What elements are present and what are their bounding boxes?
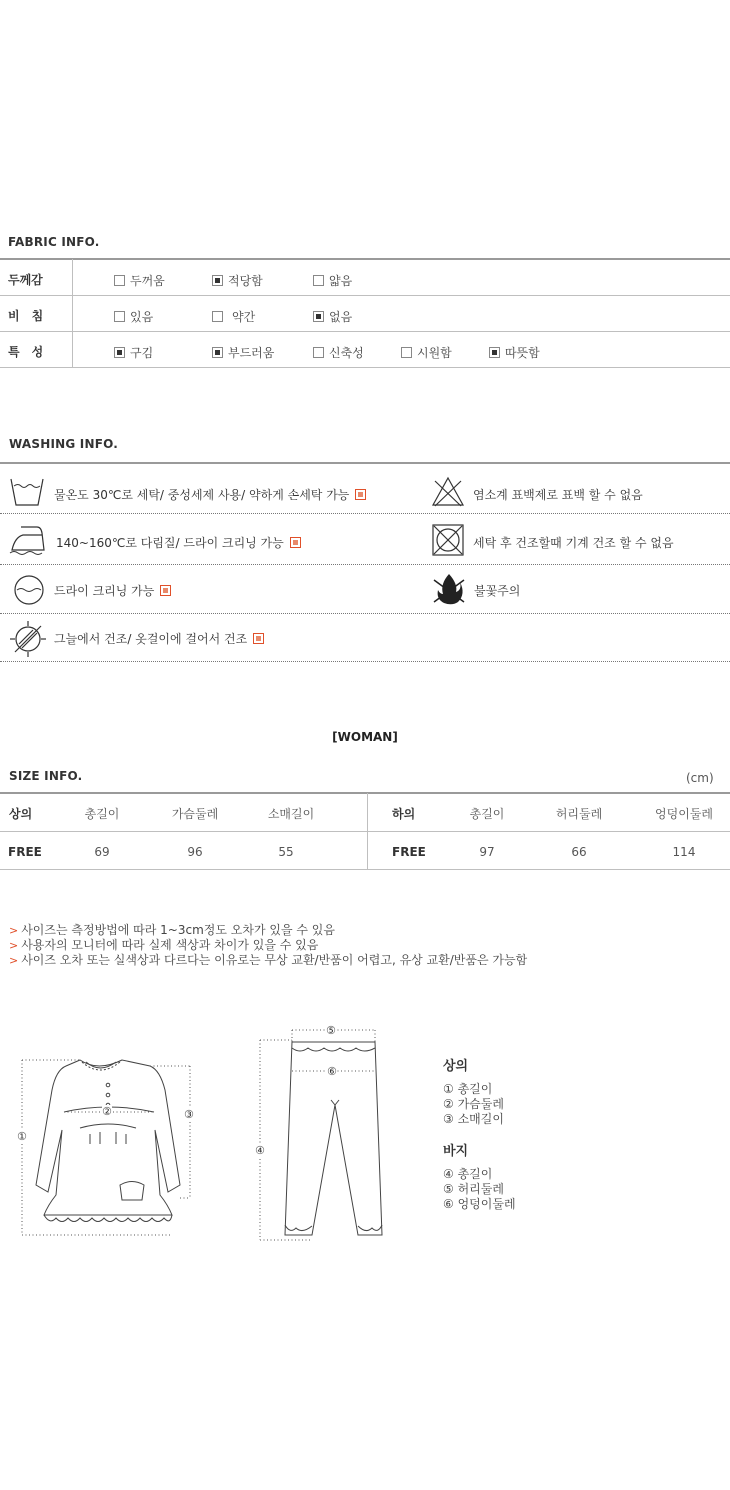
no-bleach-text: 염소계 표백제로 표백 할 수 없음 xyxy=(473,488,643,502)
dry-clean-icon xyxy=(13,574,45,606)
checkbox-checked-icon xyxy=(212,347,223,358)
transparency-label: 비 침 xyxy=(8,309,44,323)
checkbox-icon xyxy=(313,275,324,286)
legend-item: ④ 총길이 xyxy=(443,1167,493,1181)
option-warm: 따뜻함 xyxy=(489,344,540,361)
shade-dry-text: 그늘에서 건조/ 옷걸이에 걸어서 건조 xyxy=(54,630,264,647)
legend-item: ⑤ 허리둘레 xyxy=(443,1182,504,1196)
top-header-length: 총길이 xyxy=(84,807,120,821)
arrow-icon: > xyxy=(9,939,19,952)
marker-5: ⑤ xyxy=(326,1024,336,1037)
dry-clean-text: 드라이 크리닝 가능 xyxy=(54,582,171,599)
note-item: > 사이즈는 측정방법에 따라 1~3cm정도 오차가 있을 수 있음 xyxy=(9,923,335,937)
marker-3: ③ xyxy=(184,1108,194,1121)
garment-measurement-diagram xyxy=(0,1020,400,1250)
arrow-icon: > xyxy=(9,924,19,937)
fabric-info-title: FABRIC INFO. xyxy=(8,235,100,249)
top-value-sleeve: 55 xyxy=(278,845,294,859)
legend-top-title: 상의 xyxy=(443,1059,469,1074)
note-item: > 사이즈 오차 또는 실색상과 다르다는 이유로는 무상 교환/반품이 어렵고, 유상 교환/반품은 가능함 xyxy=(9,953,528,967)
thickness-label: 두께감 xyxy=(8,273,43,287)
checkbox-checked-icon xyxy=(212,275,223,286)
marker-1: ① xyxy=(17,1130,27,1143)
option-cool: 시원함 xyxy=(401,344,452,361)
shade-dry-icon xyxy=(9,620,47,658)
option-medium: 적당함 xyxy=(212,272,263,289)
arrow-icon: > xyxy=(9,954,19,967)
top-value-length: 69 xyxy=(94,845,110,859)
no-bleach-icon xyxy=(431,476,465,508)
wash-tub-30-icon xyxy=(9,474,45,508)
marked-icon xyxy=(355,489,366,500)
no-tumble-dry-text: 세탁 후 건조할때 기계 건조 할 수 없음 xyxy=(473,536,674,550)
marked-icon xyxy=(160,585,171,596)
checkbox-icon xyxy=(114,311,125,322)
legend-item: ③ 소매길이 xyxy=(443,1112,504,1126)
legend-item: ① 총길이 xyxy=(443,1082,493,1096)
bottom-size-free: FREE xyxy=(392,845,426,859)
bottom-value-waist: 66 xyxy=(571,845,587,859)
checkbox-checked-icon xyxy=(489,347,500,358)
marker-4: ④ xyxy=(255,1144,265,1157)
bottom-header-waist: 허리둘레 xyxy=(555,807,603,821)
top-header-chest: 가슴둘레 xyxy=(171,807,219,821)
option-seethrough-yes: 있음 xyxy=(114,308,153,325)
size-info-title: SIZE INFO. xyxy=(9,769,83,783)
checkbox-checked-icon xyxy=(313,311,324,322)
size-unit: (cm) xyxy=(686,771,714,785)
option-seethrough-none: 없음 xyxy=(313,308,352,325)
no-tumble-dry-icon xyxy=(431,522,465,558)
legend-bottom-title: 바지 xyxy=(443,1144,469,1159)
characteristics-label: 특 성 xyxy=(8,345,44,359)
legend-item: ⑥ 엉덩이둘레 xyxy=(443,1197,516,1211)
marker-6: ⑥ xyxy=(327,1065,337,1078)
note-item: > 사용자의 모니터에 따라 실제 색상과 차이가 있을 수 있음 xyxy=(9,938,319,952)
top-header-category: 상의 xyxy=(9,807,33,821)
checkbox-icon xyxy=(313,347,324,358)
top-garment-drawing xyxy=(36,1060,180,1222)
checkbox-icon xyxy=(401,347,412,358)
top-size-free: FREE xyxy=(8,845,42,859)
bottom-header-hip: 엉덩이둘레 xyxy=(655,807,713,821)
option-thin: 얇음 xyxy=(313,272,352,289)
top-value-chest: 96 xyxy=(187,845,203,859)
washing-info-title: WASHING INFO. xyxy=(9,437,119,451)
flame-caution-text: 불꽃주의 xyxy=(474,584,521,598)
marked-icon xyxy=(253,633,264,644)
option-wrinkle: 구김 xyxy=(114,344,153,361)
option-seethrough-slight: 약간 xyxy=(212,308,255,325)
iron-icon xyxy=(9,523,47,557)
checkbox-icon xyxy=(212,311,223,322)
bottom-header-category: 하의 xyxy=(392,807,416,821)
marker-2: ② xyxy=(102,1105,112,1118)
option-thick: 두꺼움 xyxy=(114,272,165,289)
checkbox-checked-icon xyxy=(114,347,125,358)
flame-caution-icon xyxy=(432,572,466,606)
bottom-value-length: 97 xyxy=(479,845,495,859)
top-header-sleeve: 소매길이 xyxy=(267,807,315,821)
option-stretch: 신축성 xyxy=(313,344,364,361)
wash-temp-text: 물온도 30℃로 세탁/ 중성세제 사용/ 약하게 손세탁 가능 xyxy=(54,486,366,503)
bottom-header-length: 총길이 xyxy=(469,807,505,821)
marked-icon xyxy=(290,537,301,548)
iron-text: 140~160℃로 다림질/ 드라이 크리닝 가능 xyxy=(56,534,301,551)
checkbox-icon xyxy=(114,275,125,286)
legend-item: ② 가슴둘레 xyxy=(443,1097,504,1111)
size-group-label: [WOMAN] xyxy=(332,730,398,744)
bottom-value-hip: 114 xyxy=(672,845,696,859)
option-soft: 부드러움 xyxy=(212,344,274,361)
